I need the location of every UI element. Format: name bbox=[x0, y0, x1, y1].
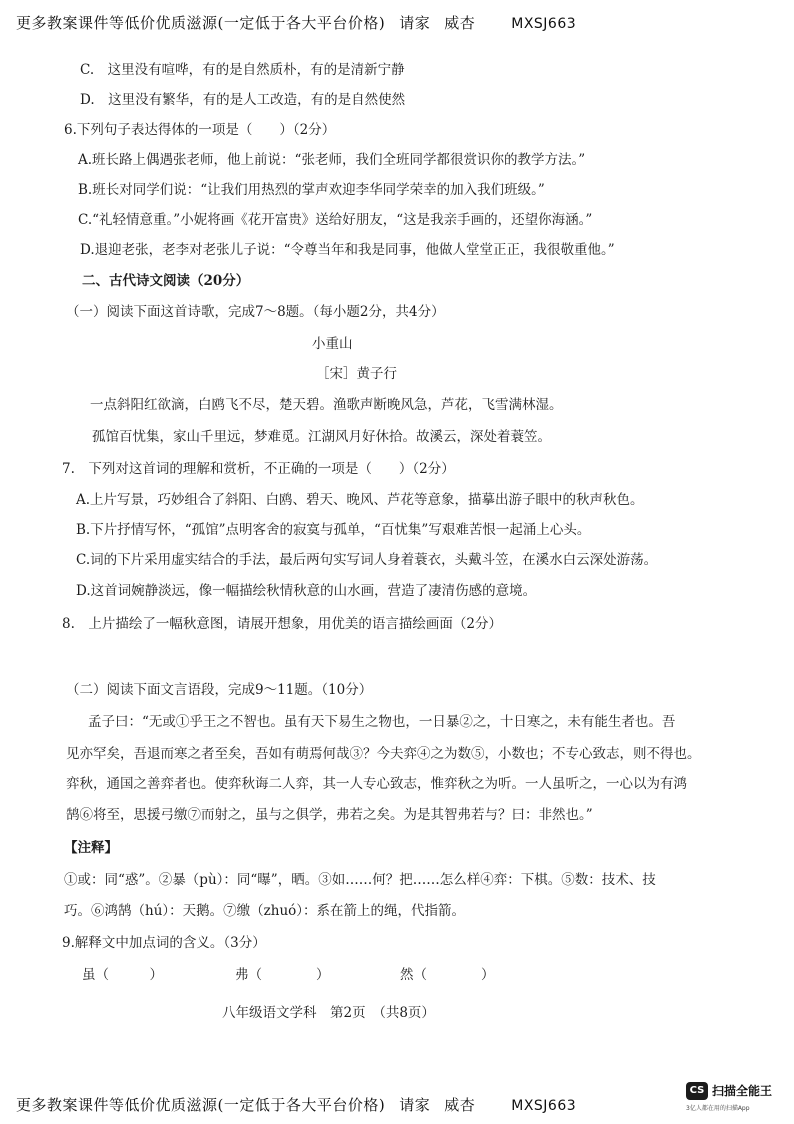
notes-heading: 【注释】 bbox=[64, 840, 118, 856]
note-line-1: ①或：同“惑”。②暴（pù）：同“曝”，晒。③如……何？把……怎么样④弈：下棋。⑤数：技术、技 bbox=[64, 872, 656, 888]
ad-contact-a: 请家 bbox=[399, 1096, 431, 1114]
page-footer: 八年级语文学科 第2页 （共8页） bbox=[222, 1005, 435, 1021]
subsection-1-heading: （一）阅读下面这首诗歌，完成7～8题。（每小题2分，共4分） bbox=[66, 304, 445, 320]
poem-title: 小重山 bbox=[312, 336, 353, 352]
question-6-option-a: A.班长路上偶遇张老师，他上前说：“张老师，我们全班同学都很赏识你的教学方法。” bbox=[78, 152, 586, 168]
question-6-option-b: B.班长对同学们说：“让我们用热烈的掌声欢迎李华同学荣幸的加入我们班级。” bbox=[78, 182, 545, 198]
camscanner-icon: CS bbox=[686, 1082, 708, 1100]
question-6-option-d: D.退迎老张，老李对老张儿子说：“令尊当年和我是同事，他做人堂堂正正，我很敬重他。” bbox=[80, 242, 615, 258]
ad-code: MXSJ663 bbox=[511, 16, 577, 32]
question-7-option-c: C.词的下片采用虚实结合的手法，最后两句实写词人身着蓑衣，头戴斗笠，在溪水白云深处游荡。 bbox=[76, 552, 658, 568]
classical-text-line-1: 孟子曰：“无或①乎王之不智也。虽有天下易生之物也，一日暴②之，十日寒之，未有能生者也。吾 bbox=[88, 714, 676, 730]
section-heading: 二、古代诗文阅读（20分） bbox=[82, 273, 250, 289]
question-8: 8. 上片描绘了一幅秋意图，请展开想象，用优美的语言描绘画面（2分） bbox=[62, 616, 502, 632]
classical-text-line-3: 弈秋，通国之善弈者也。使弈秋诲二人弈，其一人专心致志，惟弈秋之为听。一人虽听之，一心以为有鸿 bbox=[66, 776, 687, 792]
ad-banner-top bbox=[16, 12, 576, 33]
ad-contact-b: 威杏 bbox=[444, 14, 476, 32]
note-line-2: 巧。⑥鸿鹄（hú）：天鹅。⑦缴（zhuó）：系在箭上的绳，代指箭。 bbox=[64, 903, 466, 919]
classical-text-line-4: 鹄⑥将至，思援弓缴⑦而射之，虽与之俱学，弗若之矣。为是其智弗若与？曰：非然也。” bbox=[66, 807, 593, 823]
ad-banner-bottom bbox=[16, 1094, 576, 1115]
scanner-name: 扫描全能王 bbox=[712, 1084, 773, 1098]
question-9: 9.解释文中加点词的含义。（3分） bbox=[62, 935, 266, 951]
subsection-2-heading: （二）阅读下面文言语段，完成9～11题。（10分） bbox=[66, 682, 373, 698]
poem-author: ［宋］黄子行 bbox=[316, 366, 397, 382]
question-9-word-2: 弗（ ） bbox=[235, 967, 330, 983]
ad-code: MXSJ663 bbox=[511, 1098, 577, 1114]
option-c: C. 这里没有喧哗，有的是自然质朴，有的是清新宁静 bbox=[80, 62, 405, 78]
question-7-option-a: A.上片写景，巧妙组合了斜阳、白鸥、碧天、晚风、芦花等意象，描摹出游子眼中的秋声秋色。 bbox=[76, 492, 644, 508]
ad-contact-a: 请家 bbox=[399, 14, 431, 32]
question-7: 7. 下列对这首词的理解和赏析，不正确的一项是（ ）（2分） bbox=[62, 461, 455, 477]
ad-text: 更多教案课件等低价优质滋源(一定低于各大平台价格) bbox=[16, 14, 386, 32]
scanner-logo bbox=[686, 1082, 786, 1114]
classical-text-line-2: 见亦罕矣，吾退而寒之者至矣，吾如有萌焉何哉③？今夫弈④之为数⑤，小数也；不专心致志，则不得也。 bbox=[66, 746, 701, 762]
option-d: D. 这里没有繁华，有的是人工改造，有的是自然使然 bbox=[80, 92, 406, 108]
question-9-word-1: 虽（ ） bbox=[82, 967, 163, 983]
ad-contact-b: 威杏 bbox=[444, 1096, 476, 1114]
question-7-option-d: D.这首词婉静淡远，像一幅描绘秋情秋意的山水画，营造了凄清伤感的意境。 bbox=[76, 583, 537, 599]
poem-line-1: 一点斜阳红欲滴，白鸥飞不尽，楚天碧。渔歌声断晚风急，芦花，飞雪满林湿。 bbox=[90, 397, 563, 413]
scanner-tagline: 3亿人都在用的扫描App bbox=[686, 1105, 750, 1112]
question-6: 6.下列句子表达得体的一项是（ ）（2分） bbox=[64, 122, 336, 138]
question-9-word-3: 然（ ） bbox=[400, 967, 495, 983]
question-7-option-b: B.下片抒情写怀，“孤馆”点明客舍的寂寞与孤单，“百忧集”写艰难苦恨一起涌上心头。 bbox=[76, 522, 591, 538]
poem-line-2: 孤馆百忧集，家山千里远，梦难觅。江湖风月好休拾。故溪云，深处着蓑笠。 bbox=[92, 429, 551, 445]
question-6-option-c: C.“礼轻情意重。”小妮将画《花开富贵》送给好朋友，“这是我亲手画的，还望你海涵。” bbox=[78, 212, 593, 228]
ad-text: 更多教案课件等低价优质滋源(一定低于各大平台价格) bbox=[16, 1096, 386, 1114]
